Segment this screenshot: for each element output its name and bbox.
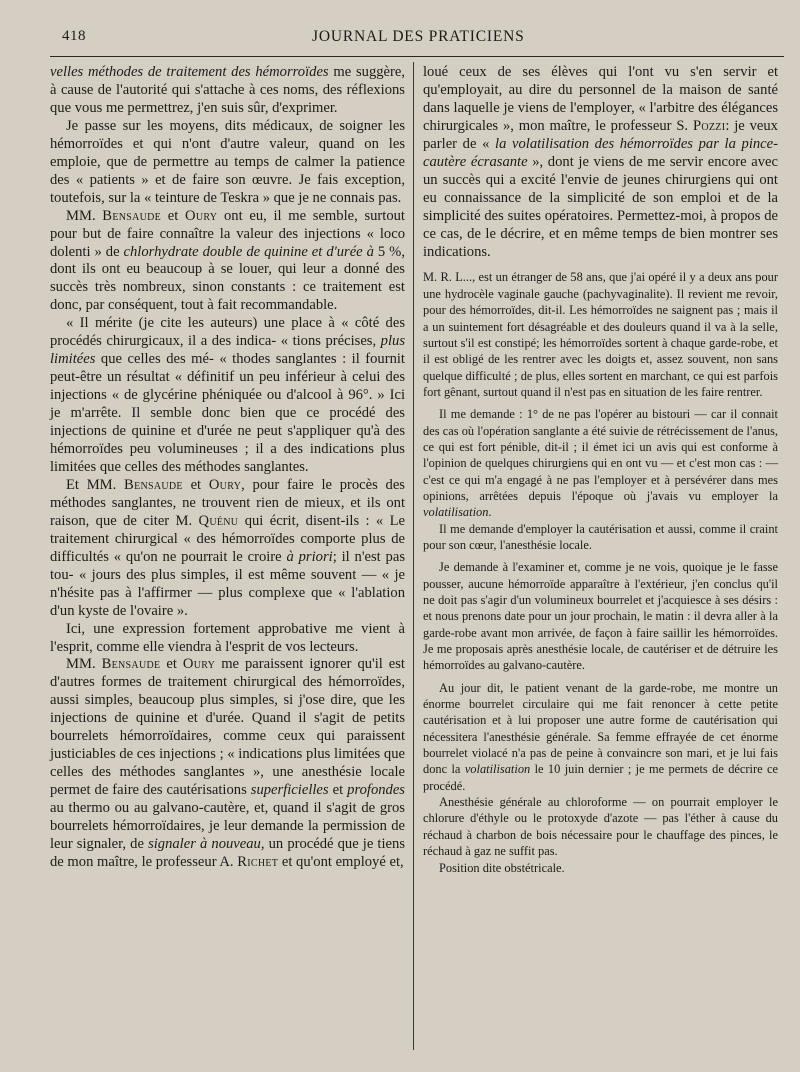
left-paragraph-3 bbox=[50, 208, 405, 316]
italic-phrase: volatilisation bbox=[423, 505, 489, 520]
text-run: que celles des mé- « thodes sanglantes : il fournit peut-être un résultat « définitif un peu inférieur à celui des injections « de glycérine phéniquée ou d'alcool à 96°. » Ici je m'arrête. Il semble donc bien que ce procédé des injections de quinine et d'urée ne peut s'appliquer qu'à des hémorroïdes peu volumineuses ; il a des indications plus limitées que celles des méthodes sanglantes. bbox=[50, 351, 405, 475]
text-run: le 10 juin dernier ; je me permets de décrire ce procédé. bbox=[423, 762, 778, 793]
italic-phrase: la volatilisation des hémorroïdes par la pince-cautère écrasante bbox=[423, 135, 778, 170]
italic-phrase: superficielles bbox=[250, 782, 329, 799]
text-run: Et MM. bbox=[66, 476, 125, 493]
author-name: Bensaude bbox=[124, 476, 183, 493]
text-run: me suggère, à cause de l'autorité qui s'attache à ces noms, des réflexions que vous me permettrez, j'en suis sûr, d'exprimer. bbox=[50, 64, 405, 116]
left-paragraph-7 bbox=[50, 656, 405, 871]
text-run: : je veux parler de « bbox=[423, 117, 778, 152]
right-paragraph-1 bbox=[423, 64, 778, 261]
case-report-examination: Je demande à l'examiner et, comme je ne vois, quoique je le fasse pousser, aucune hémorroïde apparaître à l'extérieur, j'en conclus qu'il ne doit pas s'agir d'un volumineux bourrelet et j'acquiesce à ses désirs : et nous prenons date pour un jour prochain, le matin : il devra aller à la garde-robe avant mon arrivée, de façon à faire saillir les hémorroïdes. Je me proposais après anesthésie locale, de cautériser et de détruire les hémorroïdes au galvano-cautère. bbox=[423, 560, 778, 673]
text-run: ; il n'est pas tou- « jours des plus simples, il est même souvent — « je n'hésite pas à l'affirmer — plus complexe que « l'ablation d'un kyste de l'ovaire ». bbox=[50, 548, 406, 619]
text-run: qui écrit, disent-ils : « Le traitement chirurgical « des hémorroïdes comporte plus de difficultés « qu'on ne pourrait le croire bbox=[50, 512, 405, 565]
text-run: , un procédé que je tiens de mon maître, le professeur A. bbox=[50, 835, 405, 870]
italic-phrase: volatilisation bbox=[464, 762, 531, 777]
header-rule bbox=[50, 56, 784, 57]
text-run: au thermo ou au galvano-cautère, et, quand il s'agit de gros bourrelets hémorroïdaires, je leur demande la permission de leur signaler, de bbox=[50, 800, 405, 852]
left-paragraph-5 bbox=[50, 477, 405, 621]
italic-phrase: plus limitées bbox=[50, 333, 405, 368]
case-report-anesthesia: Anesthésie générale au chloroforme — on pourrait employer le chlorure d'éthyle ou le protoxyde d'azote — pas l'éther à cause du réchaud à charbon de bois nécessaire pour le chauffage des pinces, le réchaud à gaz ne suffit pas. bbox=[423, 795, 778, 859]
journal-title: JOURNAL DES PRATICIENS bbox=[312, 28, 525, 45]
case-report-intro: M. R. L..., est un étranger de 58 ans, que j'ai opéré il y a deux ans pour une hydrocèle vaginale gauche (pachyvaginalite). Il revient me revoir, pour des hémorroïdes, dit-il. Les hémorroïdes ne saignent pas ; mais il a un suintement fort désagréable et des douleurs quand il va à la selle, surtout s'il est constipé; les hémorroïdes sortent à chaque garde-robe, et il est obligé de les rentrer avec les doigts et, assez souvent, non sans quelque difficulté ; de plus, elles sortent en marchant, ce qui est parfois fort gênant, surtout quand il n'est pas en situation de les faire rentrer. bbox=[423, 270, 778, 399]
case-report-request bbox=[423, 406, 778, 520]
text-run: et bbox=[182, 476, 209, 493]
text-run: », dont je viens de me servir encore avec un succès qui a excité l'envie de jeunes chirurgiens qui ont eu connaissance de la simplicité de son emploi et de la simplicité des suites opératoires. Permettez-moi, à propos de ce cas, de le décrire, et en même temps de bien montrer ses indications. bbox=[423, 153, 778, 260]
author-name: Richet bbox=[237, 853, 279, 870]
italic-phrase: velles méthodes de traitement des hémorroïdes bbox=[50, 64, 329, 80]
text-run: . bbox=[488, 505, 492, 520]
author-name: Oury bbox=[185, 207, 218, 224]
italic-phrase: chlorhydrate double de quinine et d'urée à bbox=[123, 243, 374, 260]
page-header bbox=[0, 28, 800, 54]
author-name: Quénu bbox=[198, 512, 239, 529]
italic-phrase: à priori bbox=[286, 548, 333, 565]
text-run: loué ceux de ses élèves qui l'ont vu s'en servir et qu'employait, au dire du personnel de la maison de santé dans laquelle je viens de l'employer, « l'arbitre des élégances chirurgicales », mon maître, le professeur S. bbox=[423, 64, 778, 134]
italic-phrase: signaler à nouveau bbox=[148, 835, 261, 852]
left-paragraph-1 bbox=[50, 64, 405, 118]
left-paragraph-4 bbox=[50, 315, 405, 477]
text-run: me paraissent ignorer qu'il est d'autres formes de traitement chirurgical des hémorroïdes, aussi simples, beaucoup plus simples, si j'ose dire, que les injections de quinine et d'urée. Quand il s'agit de petits bourrelets hémorroïdaires, comme ceux qui paraissent justiciables de ces injections ; « indications plus limitées que celles des méthodes sanglantes », une anesthésie locale permet de faire des cautérisations bbox=[50, 656, 405, 799]
text-run: Au jour dit, le patient venant de la garde-robe, me montre un énorme bourrelet circulaire qui me fait renoncer à cette petite cautérisation et à lui proposer une autre forme de cautérisation qui nécessitera l'anesthésie générale. Sa femme effrayée de cet énorme bourrelet violacé n'a pas de peine à convaincre son mari, et je lui fais donc la bbox=[423, 680, 778, 777]
text-run: MM. bbox=[66, 656, 102, 673]
author-name: Bensaude bbox=[101, 656, 161, 673]
text-run: « Il mérite (je cite les auteurs) une place à « côté des procédés chirurgicaux, il a des indica- « tions précises, bbox=[50, 315, 405, 350]
page-number: 418 bbox=[62, 28, 86, 44]
text-run: et qu'ont employé et, bbox=[278, 853, 404, 870]
left-column bbox=[50, 64, 405, 872]
left-paragraph-6: Ici, une expression fortement approbative me vient à l'esprit, comme elle viendra à l'esprit de vos lecteurs. bbox=[50, 620, 405, 655]
text-run: Il me demande : 1° de ne pas l'opérer au bistouri — car il connait des cas où l'opération sanglante a été suivie de rétrécissement de l'anus, ce qui est fort pénible, dit-il ; il émet ici un avis qui est conforme à l'opinion de quelques chirurgiens qui en ont vu — et c'est mon cas : — c'est ce qui m'a engagé à ne pas l'employer et à persévérer dans mes opinions, arrêtées depuis l'époque où j'avais vu employer la bbox=[423, 407, 778, 503]
italic-phrase: profondes bbox=[347, 782, 405, 799]
case-report-operation-day bbox=[423, 680, 778, 794]
author-name: Bensaude bbox=[102, 207, 162, 224]
column-divider bbox=[413, 62, 414, 1050]
text-run: et bbox=[328, 782, 348, 799]
right-column bbox=[423, 64, 778, 876]
case-report-position: Position dite obstétricale. bbox=[439, 860, 565, 875]
author-name: Pozzi bbox=[692, 117, 726, 134]
text-run: et bbox=[161, 207, 186, 224]
text-run: et bbox=[160, 656, 183, 673]
left-paragraph-2: Je passe sur les moyens, dits médicaux, de soigner les hémorroïdes et qui n'ont d'autre valeur, quand on les emploie, que de permettre au temps de calmer la patience des « patients » et de faire son œuvre. Je fais exception, toutefois, sur la « teinture de Teskra » que je ne connais pas. bbox=[50, 117, 405, 206]
text-run: MM. bbox=[66, 207, 103, 224]
text-run: , pour faire le procès des méthodes sanglantes, ne trouvent rien de mieux, et ils ont raison, que de citer M. bbox=[50, 476, 405, 529]
author-name: Oury bbox=[208, 476, 242, 493]
case-report-anesthesia-request: Il me demande d'employer la cautérisation et aussi, comme il craint pour son cœur, l'anesthésie locale. bbox=[423, 521, 778, 552]
author-name: Oury bbox=[182, 656, 216, 673]
text-run: ont eu, il me semble, surtout pour but de faire connaître la valeur des injections « loco dolenti » de bbox=[50, 207, 405, 260]
text-run: 5 %, dont ils ont eu beaucoup à se louer, qui leur a donné des succès très nombreux, sinon constants : ce traitement est donc, par conséquent, tout à fait recommandable. bbox=[50, 243, 405, 314]
